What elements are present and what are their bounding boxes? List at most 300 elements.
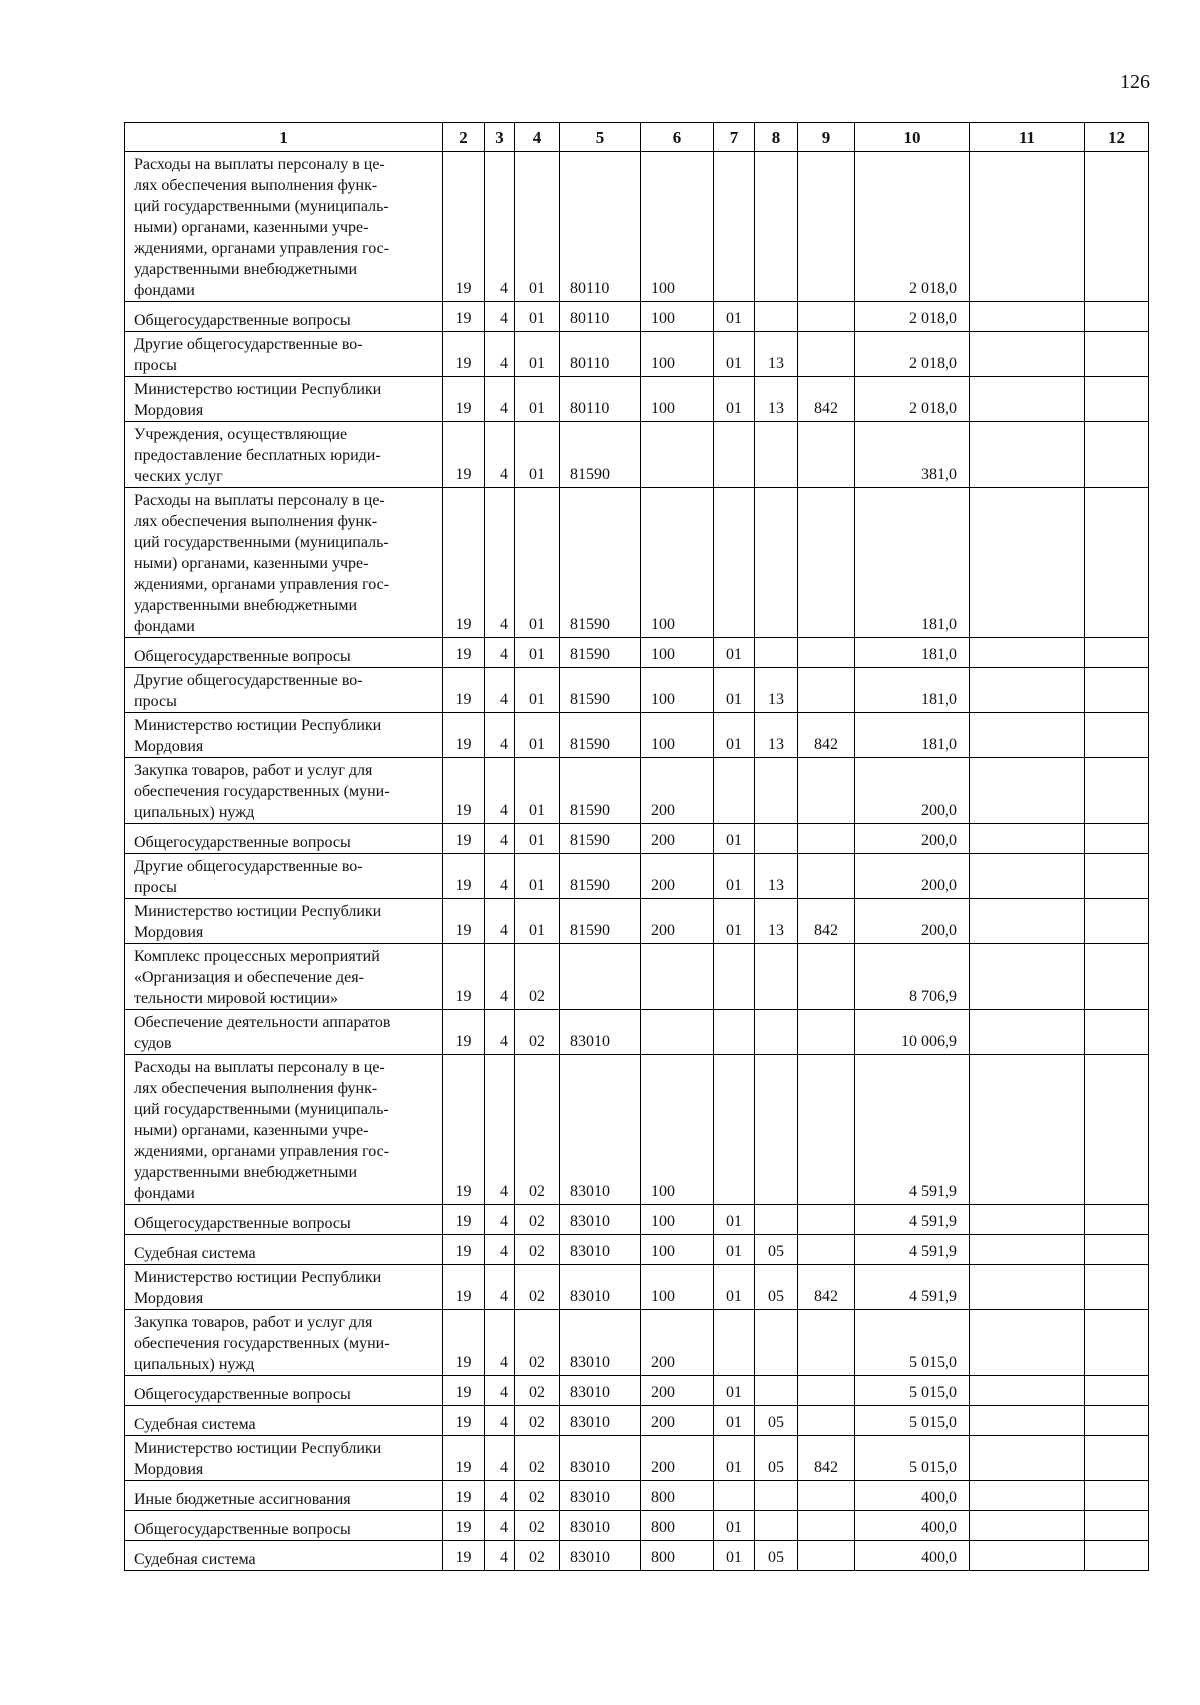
row-name-cell: Судебная система [125,1235,443,1265]
col11-cell [970,1406,1085,1436]
col12-cell [1085,152,1149,302]
col11-cell [970,1436,1085,1481]
col9-cell [798,1511,855,1541]
col5-cell: 81590 [560,488,641,638]
col9-cell: 842 [798,1436,855,1481]
amount-cell: 8 706,9 [855,944,970,1010]
col2-cell: 19 [443,1310,485,1376]
col11-cell [970,944,1085,1010]
row-name-cell: Общегосударственные вопросы [125,302,443,332]
col2-cell: 19 [443,1481,485,1511]
col3-cell: 4 [485,302,515,332]
col2-cell: 19 [443,1205,485,1235]
col11-cell [970,1010,1085,1055]
table-row [125,152,1149,302]
table-row [125,944,1149,1010]
col5-cell: 83010 [560,1235,641,1265]
col7-cell: 01 [714,899,755,944]
col2-cell: 19 [443,1541,485,1571]
col5-cell: 81590 [560,899,641,944]
col2-cell: 19 [443,824,485,854]
col5-cell: 80110 [560,152,641,302]
table-row [125,422,1149,488]
col9-cell [798,824,855,854]
col2-cell: 19 [443,302,485,332]
col5-cell: 80110 [560,302,641,332]
col2-cell: 19 [443,1235,485,1265]
col3-cell: 4 [485,1265,515,1310]
col8-cell: 05 [755,1406,798,1436]
amount-cell: 200,0 [855,854,970,899]
col9-cell [798,1481,855,1511]
col9-cell [798,854,855,899]
page-number: 126 [1120,71,1150,93]
col3-cell: 4 [485,152,515,302]
col8-cell [755,302,798,332]
col8-cell [755,1481,798,1511]
col12-cell [1085,1010,1149,1055]
col4-cell: 02 [515,1310,560,1376]
col7-cell [714,1310,755,1376]
column-header: 4 [515,123,560,152]
col9-cell [798,1406,855,1436]
col3-cell: 4 [485,1205,515,1235]
col4-cell: 01 [515,824,560,854]
col12-cell [1085,1265,1149,1310]
col4-cell: 01 [515,899,560,944]
col8-cell: 13 [755,668,798,713]
row-name-cell: Министерство юстиции Республики Мордовия [125,377,443,422]
col6-cell: 100 [641,332,714,377]
amount-cell: 5 015,0 [855,1436,970,1481]
col4-cell: 02 [515,1406,560,1436]
table-row [125,1376,1149,1406]
col12-cell [1085,1235,1149,1265]
col3-cell: 4 [485,332,515,377]
col2-cell: 19 [443,899,485,944]
col2-cell: 19 [443,332,485,377]
col3-cell: 4 [485,1235,515,1265]
col5-cell: 80110 [560,377,641,422]
col4-cell: 01 [515,422,560,488]
column-header: 11 [970,123,1085,152]
row-name-cell: Закупка товаров, работ и услуг для обеспечения государственных (муни- ципальных) нужд [125,758,443,824]
col3-cell: 4 [485,1406,515,1436]
col6-cell [641,1010,714,1055]
col6-cell: 200 [641,758,714,824]
row-name-cell: Судебная система [125,1406,443,1436]
table-row [125,854,1149,899]
col6-cell [641,944,714,1010]
col2-cell: 19 [443,1265,485,1310]
amount-cell: 2 018,0 [855,152,970,302]
table-row [125,713,1149,758]
col9-cell [798,1205,855,1235]
col6-cell: 100 [641,1235,714,1265]
col6-cell: 200 [641,899,714,944]
col4-cell: 02 [515,1436,560,1481]
row-name-cell: Расходы на выплаты персоналу в це- лях обеспечения выполнения функ- ций государственными (муниципаль- ными) органами, казенными учре- ждениями, органами управления гос- ударственными внебюджетными фондами [125,152,443,302]
col9-cell [798,1010,855,1055]
col7-cell: 01 [714,854,755,899]
col12-cell [1085,713,1149,758]
col3-cell: 4 [485,1436,515,1481]
col8-cell [755,638,798,668]
row-name-cell: Общегосударственные вопросы [125,824,443,854]
col7-cell: 01 [714,1265,755,1310]
col9-cell: 842 [798,713,855,758]
table-row [125,377,1149,422]
col6-cell: 200 [641,824,714,854]
col9-cell [798,944,855,1010]
amount-cell: 4 591,9 [855,1055,970,1205]
col7-cell: 01 [714,668,755,713]
col11-cell [970,152,1085,302]
col8-cell [755,152,798,302]
table-row [125,638,1149,668]
col8-cell: 13 [755,332,798,377]
col8-cell: 05 [755,1541,798,1571]
col9-cell: 842 [798,899,855,944]
col7-cell: 01 [714,332,755,377]
col6-cell: 800 [641,1481,714,1511]
col5-cell: 83010 [560,1436,641,1481]
col3-cell: 4 [485,638,515,668]
col9-cell [798,1541,855,1571]
col5-cell: 81590 [560,854,641,899]
amount-cell: 5 015,0 [855,1376,970,1406]
col9-cell [798,1235,855,1265]
col6-cell: 200 [641,1436,714,1481]
amount-cell: 181,0 [855,668,970,713]
col7-cell: 01 [714,824,755,854]
col3-cell: 4 [485,854,515,899]
col12-cell [1085,758,1149,824]
table-row [125,1235,1149,1265]
column-header: 7 [714,123,755,152]
col3-cell: 4 [485,1010,515,1055]
col8-cell [755,1310,798,1376]
row-name-cell: Общегосударственные вопросы [125,1376,443,1406]
col2-cell: 19 [443,638,485,668]
amount-cell: 200,0 [855,824,970,854]
table-row [125,302,1149,332]
table-row [125,1205,1149,1235]
col8-cell [755,1010,798,1055]
table-row [125,824,1149,854]
col5-cell: 83010 [560,1310,641,1376]
col7-cell: 01 [714,1511,755,1541]
col2-cell: 19 [443,1055,485,1205]
col11-cell [970,1481,1085,1511]
col12-cell [1085,377,1149,422]
col3-cell: 4 [485,1055,515,1205]
col3-cell: 4 [485,1481,515,1511]
col9-cell [798,758,855,824]
table-row [125,1406,1149,1436]
table-row [125,1010,1149,1055]
col4-cell: 02 [515,1541,560,1571]
col2-cell: 19 [443,1010,485,1055]
col4-cell: 01 [515,488,560,638]
col7-cell: 01 [714,713,755,758]
row-name-cell: Иные бюджетные ассигнования [125,1481,443,1511]
col4-cell: 02 [515,1055,560,1205]
row-name-cell: Министерство юстиции Республики Мордовия [125,899,443,944]
col12-cell [1085,422,1149,488]
col6-cell: 100 [641,152,714,302]
row-name-cell: Расходы на выплаты персоналу в це- лях обеспечения выполнения функ- ций государственными (муниципаль- ными) органами, казенными учре- ждениями, органами управления гос- ударственными внебюджетными фондами [125,488,443,638]
col8-cell: 13 [755,854,798,899]
col11-cell [970,488,1085,638]
col6-cell: 100 [641,302,714,332]
col4-cell: 02 [515,1235,560,1265]
col9-cell [798,638,855,668]
col8-cell: 05 [755,1235,798,1265]
col6-cell: 100 [641,1265,714,1310]
column-header: 12 [1085,123,1149,152]
col5-cell: 83010 [560,1541,641,1571]
col2-cell: 19 [443,758,485,824]
row-name-cell: Общегосударственные вопросы [125,1511,443,1541]
col12-cell [1085,1055,1149,1205]
row-name-cell: Судебная система [125,1541,443,1571]
col8-cell [755,1376,798,1406]
col6-cell: 200 [641,1376,714,1406]
col5-cell: 83010 [560,1406,641,1436]
column-header: 9 [798,123,855,152]
col4-cell: 01 [515,332,560,377]
col4-cell: 02 [515,1205,560,1235]
amount-cell: 200,0 [855,758,970,824]
col3-cell: 4 [485,668,515,713]
col4-cell: 02 [515,1511,560,1541]
table-row [125,1511,1149,1541]
col7-cell: 01 [714,1235,755,1265]
amount-cell: 200,0 [855,899,970,944]
col7-cell [714,944,755,1010]
col6-cell: 100 [641,713,714,758]
col7-cell: 01 [714,377,755,422]
table-row [125,1481,1149,1511]
row-name-cell: Общегосударственные вопросы [125,638,443,668]
col12-cell [1085,1436,1149,1481]
col4-cell: 01 [515,377,560,422]
col9-cell [798,1310,855,1376]
col11-cell [970,332,1085,377]
col3-cell: 4 [485,1541,515,1571]
col7-cell [714,1481,755,1511]
col7-cell [714,1010,755,1055]
col5-cell: 83010 [560,1055,641,1205]
col5-cell: 81590 [560,824,641,854]
col6-cell: 100 [641,377,714,422]
col3-cell: 4 [485,944,515,1010]
col2-cell: 19 [443,152,485,302]
col3-cell: 4 [485,713,515,758]
column-header: 2 [443,123,485,152]
table-row [125,1436,1149,1481]
row-name-cell: Другие общегосударственные во- просы [125,854,443,899]
col2-cell: 19 [443,1406,485,1436]
col9-cell [798,422,855,488]
col6-cell: 100 [641,668,714,713]
row-name-cell: Другие общегосударственные во- просы [125,332,443,377]
table-row [125,332,1149,377]
amount-cell: 181,0 [855,638,970,668]
column-header: 10 [855,123,970,152]
table-row [125,668,1149,713]
col3-cell: 4 [485,1376,515,1406]
table-row [125,1310,1149,1376]
col12-cell [1085,1406,1149,1436]
column-header: 1 [125,123,443,152]
col6-cell: 200 [641,1310,714,1376]
col12-cell [1085,1205,1149,1235]
col7-cell: 01 [714,1376,755,1406]
column-header: 5 [560,123,641,152]
col3-cell: 4 [485,758,515,824]
col5-cell: 81590 [560,668,641,713]
row-name-cell: Общегосударственные вопросы [125,1205,443,1235]
col3-cell: 4 [485,377,515,422]
amount-cell: 181,0 [855,713,970,758]
col9-cell: 842 [798,1265,855,1310]
col12-cell [1085,824,1149,854]
col11-cell [970,1055,1085,1205]
col4-cell: 01 [515,638,560,668]
col6-cell: 800 [641,1511,714,1541]
col11-cell [970,1310,1085,1376]
col3-cell: 4 [485,488,515,638]
col7-cell: 01 [714,1436,755,1481]
col2-cell: 19 [443,1436,485,1481]
amount-cell: 4 591,9 [855,1235,970,1265]
col2-cell: 19 [443,1376,485,1406]
col11-cell [970,638,1085,668]
col8-cell [755,758,798,824]
amount-cell: 400,0 [855,1541,970,1571]
amount-cell: 2 018,0 [855,377,970,422]
col5-cell: 83010 [560,1481,641,1511]
col4-cell: 01 [515,302,560,332]
col6-cell: 200 [641,854,714,899]
col2-cell: 19 [443,1511,485,1541]
col12-cell [1085,1481,1149,1511]
col3-cell: 4 [485,824,515,854]
row-name-cell: Министерство юстиции Республики Мордовия [125,1265,443,1310]
col8-cell [755,1055,798,1205]
col11-cell [970,422,1085,488]
column-header: 8 [755,123,798,152]
col2-cell: 19 [443,377,485,422]
table-row [125,758,1149,824]
col8-cell [755,488,798,638]
col8-cell: 05 [755,1436,798,1481]
col6-cell: 100 [641,1205,714,1235]
col2-cell: 19 [443,488,485,638]
col9-cell [798,302,855,332]
col5-cell [560,944,641,1010]
header-row [125,123,1149,152]
col12-cell [1085,944,1149,1010]
row-name-cell: Учреждения, осуществляющие предоставление бесплатных юриди- ческих услуг [125,422,443,488]
col7-cell [714,1055,755,1205]
col9-cell: 842 [798,377,855,422]
col4-cell: 01 [515,758,560,824]
row-name-cell: Закупка товаров, работ и услуг для обеспечения государственных (муни- ципальных) нужд [125,1310,443,1376]
col4-cell: 01 [515,152,560,302]
row-name-cell: Другие общегосударственные во- просы [125,668,443,713]
col7-cell [714,152,755,302]
col12-cell [1085,1376,1149,1406]
col6-cell [641,422,714,488]
amount-cell: 10 006,9 [855,1010,970,1055]
row-name-cell: Министерство юстиции Республики Мордовия [125,1436,443,1481]
col3-cell: 4 [485,1511,515,1541]
col5-cell: 81590 [560,758,641,824]
table-row [125,488,1149,638]
col12-cell [1085,899,1149,944]
col4-cell: 02 [515,944,560,1010]
col11-cell [970,824,1085,854]
amount-cell: 4 591,9 [855,1205,970,1235]
col7-cell: 01 [714,1406,755,1436]
col4-cell: 02 [515,1265,560,1310]
col6-cell: 100 [641,488,714,638]
col2-cell: 19 [443,854,485,899]
col9-cell [798,488,855,638]
col5-cell: 81590 [560,713,641,758]
col11-cell [970,302,1085,332]
col12-cell [1085,1511,1149,1541]
col7-cell [714,758,755,824]
col8-cell: 13 [755,899,798,944]
col9-cell [798,332,855,377]
col11-cell [970,1541,1085,1571]
budget-table [124,122,1149,1571]
col12-cell [1085,332,1149,377]
col8-cell [755,422,798,488]
amount-cell: 181,0 [855,488,970,638]
col12-cell [1085,668,1149,713]
table-row [125,1541,1149,1571]
col11-cell [970,713,1085,758]
col2-cell: 19 [443,668,485,713]
col12-cell [1085,854,1149,899]
col8-cell: 05 [755,1265,798,1310]
col3-cell: 4 [485,422,515,488]
col8-cell [755,944,798,1010]
col12-cell [1085,638,1149,668]
col12-cell [1085,1310,1149,1376]
col5-cell: 83010 [560,1511,641,1541]
column-header: 3 [485,123,515,152]
col5-cell: 83010 [560,1010,641,1055]
col12-cell [1085,1541,1149,1571]
col2-cell: 19 [443,713,485,758]
row-name-cell: Расходы на выплаты персоналу в це- лях обеспечения выполнения функ- ций государственными (муниципаль- ными) органами, казенными учре- ждениями, органами управления гос- ударственными внебюджетными фондами [125,1055,443,1205]
table-row [125,1265,1149,1310]
col8-cell [755,1511,798,1541]
col11-cell [970,899,1085,944]
col2-cell: 19 [443,422,485,488]
col9-cell [798,152,855,302]
col4-cell: 02 [515,1376,560,1406]
col12-cell [1085,488,1149,638]
amount-cell: 2 018,0 [855,302,970,332]
table-row [125,1055,1149,1205]
